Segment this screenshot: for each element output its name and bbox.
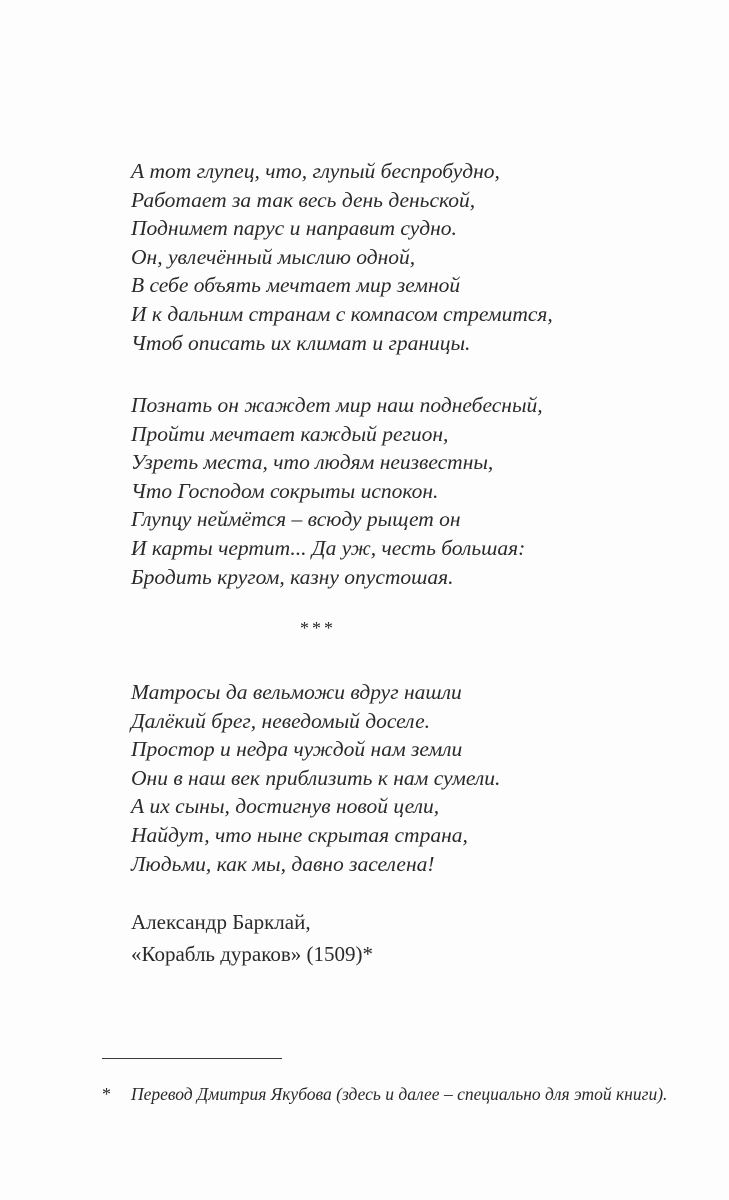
poem-line: Они в наш век приблизить к нам сумели. [131, 765, 501, 790]
poem-line: Поднимет парус и направит судно. [131, 216, 457, 241]
footnote-divider [102, 1058, 282, 1059]
poem-line: И карты чертит... Да уж, честь большая: [131, 535, 526, 560]
poem-line: Узреть места, что людям неизвестны, [131, 450, 494, 475]
footnote-text: Перевод Дмитрия Якубова (здесь и далее – специально для этой книги). [131, 1084, 668, 1104]
poem-line: Людьми, как мы, давно заселена! [131, 851, 435, 876]
poem-stanza-1 [131, 157, 553, 357]
poem-line: Бродить кругом, казну опустошая. [131, 564, 454, 589]
poem-line: А тот глупец, что, глупый беспробудно, [131, 159, 500, 183]
poem-line: Он, увлечённый мыслию одной, [131, 244, 416, 269]
poem-line: Матросы да вельможи вдруг нашли [131, 680, 462, 704]
poem-line: Познать он жаждет мир наш поднебесный, [131, 393, 543, 417]
poem-line: Работает за так весь день деньской, [131, 187, 476, 212]
poem-line: Простор и недра чуждой нам земли [131, 737, 463, 762]
poem-line: Что Господом сокрыты испокон. [131, 478, 439, 503]
section-separator: *** [300, 618, 336, 638]
attribution-work: «Корабль дураков» (1509)* [131, 942, 374, 966]
poem-stanza-2 [131, 391, 543, 591]
poem-line: А их сыны, достигнув новой цели, [131, 794, 440, 819]
poem-line: Чтоб описать их климат и границы. [131, 330, 471, 355]
attribution-author: Александр Барклай, [131, 910, 311, 934]
poem-stanza-3 [131, 678, 500, 878]
poem-line: Найдут, что ныне скрытая страна, [131, 822, 468, 847]
poem-line: И к дальним странам с компасом стремится, [131, 301, 553, 326]
footnote-marker: * [102, 1084, 111, 1104]
poem-line: Пройти мечтает каждый регион, [131, 421, 449, 446]
poem-attribution [131, 906, 373, 970]
poem-line: В себе объять мечтает мир земной [131, 273, 461, 298]
poem-line: Глупцу неймётся – всюду рыщет он [131, 507, 461, 532]
poem-line: Далёкий брег, неведомый доселе. [131, 708, 431, 733]
